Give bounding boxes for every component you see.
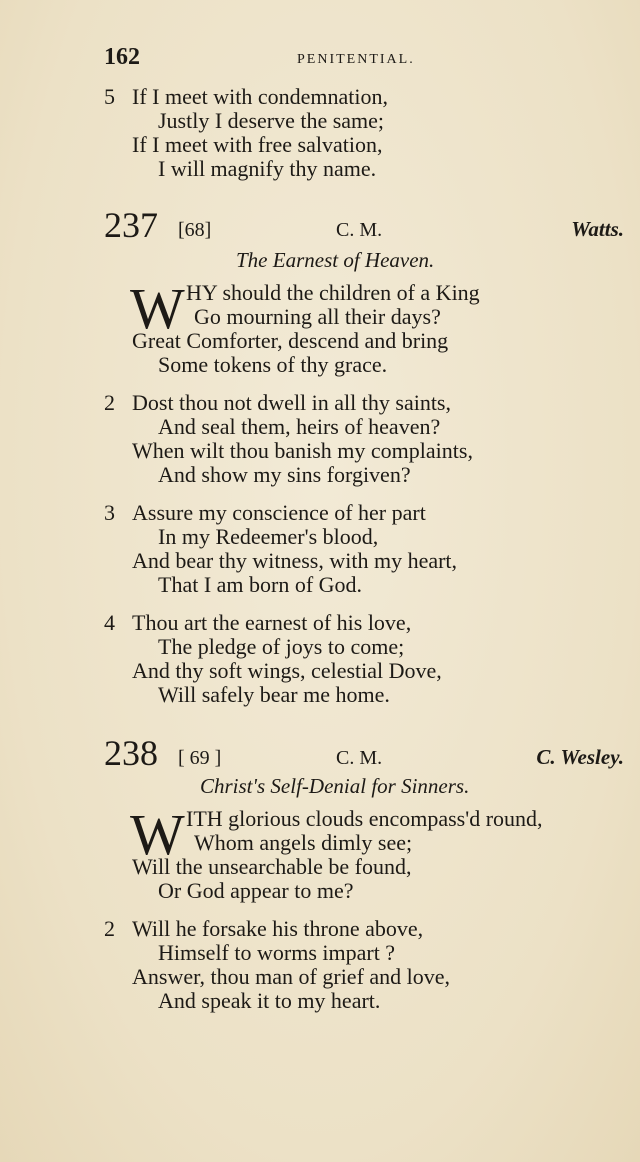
hymn-title: The Earnest of Heaven.	[236, 248, 435, 272]
verse-line: If I meet with condemnation,	[132, 84, 388, 109]
verse-line: That I am born of God.	[158, 572, 363, 597]
verse-line: Or God appear to me?	[158, 878, 354, 903]
verse-line: The pledge of joys to come;	[158, 634, 405, 659]
verse-number: 2	[104, 916, 115, 941]
verse-line: Thou art the earnest of his love,	[132, 610, 412, 635]
verse-line: Dost thou not dwell in all thy saints,	[132, 390, 451, 415]
author: C. Wesley.	[536, 745, 624, 769]
verse-line: And speak it to my heart.	[158, 988, 381, 1013]
tune-number: [ 69 ]	[178, 747, 222, 769]
verse-line: Himself to worms impart ?	[158, 940, 396, 965]
hymn-heading	[104, 206, 624, 246]
hymn-title: Christ's Self-Denial for Sinners.	[200, 774, 470, 798]
tune-number: [68]	[178, 219, 212, 241]
verse-line: When wilt thou banish my complaints,	[132, 438, 473, 463]
hymn-number: 237	[104, 205, 158, 245]
verse-line: Will safely bear me home.	[158, 682, 390, 707]
verse-line: Great Comforter, descend and bring	[132, 328, 449, 353]
verse-line: Assure my conscience of her part	[132, 500, 426, 525]
verse-number: 4	[104, 610, 115, 635]
meter: C. M.	[336, 747, 383, 769]
verse-number: 2	[104, 390, 115, 415]
verse-line: Whom angels dimly see;	[194, 830, 413, 855]
verse-line: Will he forsake his throne above,	[132, 916, 424, 941]
author: Watts.	[571, 217, 624, 241]
verse-line: In my Redeemer's blood,	[158, 524, 379, 549]
verse-line: And thy soft wings, celestial Dove,	[132, 658, 442, 683]
verse-line: And seal them, heirs of heaven?	[158, 414, 441, 439]
verse-line: And bear thy witness, with my heart,	[132, 548, 458, 573]
drop-cap: W	[130, 802, 185, 867]
meter: C. M.	[336, 219, 383, 241]
verse-line: I will magnify thy name.	[158, 156, 377, 181]
verse-line: Answer, thou man of grief and love,	[132, 964, 451, 989]
verse-line: ITH glorious clouds encompass'd round,	[186, 806, 543, 831]
verse-line: If I meet with free salvation,	[132, 132, 383, 157]
verse-line: Will the unsearchable be found,	[132, 854, 412, 879]
verse-number: 3	[104, 500, 115, 525]
verse-line: HY should the children of a King	[186, 280, 480, 305]
drop-cap: W	[130, 276, 185, 341]
verse-line: Justly I deserve the same;	[158, 108, 385, 133]
verse-line: Go mourning all their days?	[194, 304, 441, 329]
page-number: 162	[104, 44, 140, 70]
verse-line: And show my sins forgiven?	[158, 462, 411, 487]
verse-number: 5	[104, 84, 115, 109]
hymn-heading	[104, 734, 624, 774]
page-header	[104, 44, 434, 74]
verse-line: Some tokens of thy grace.	[158, 352, 388, 377]
hymn-number: 238	[104, 733, 158, 773]
running-title: PENITENTIAL.	[297, 52, 415, 67]
